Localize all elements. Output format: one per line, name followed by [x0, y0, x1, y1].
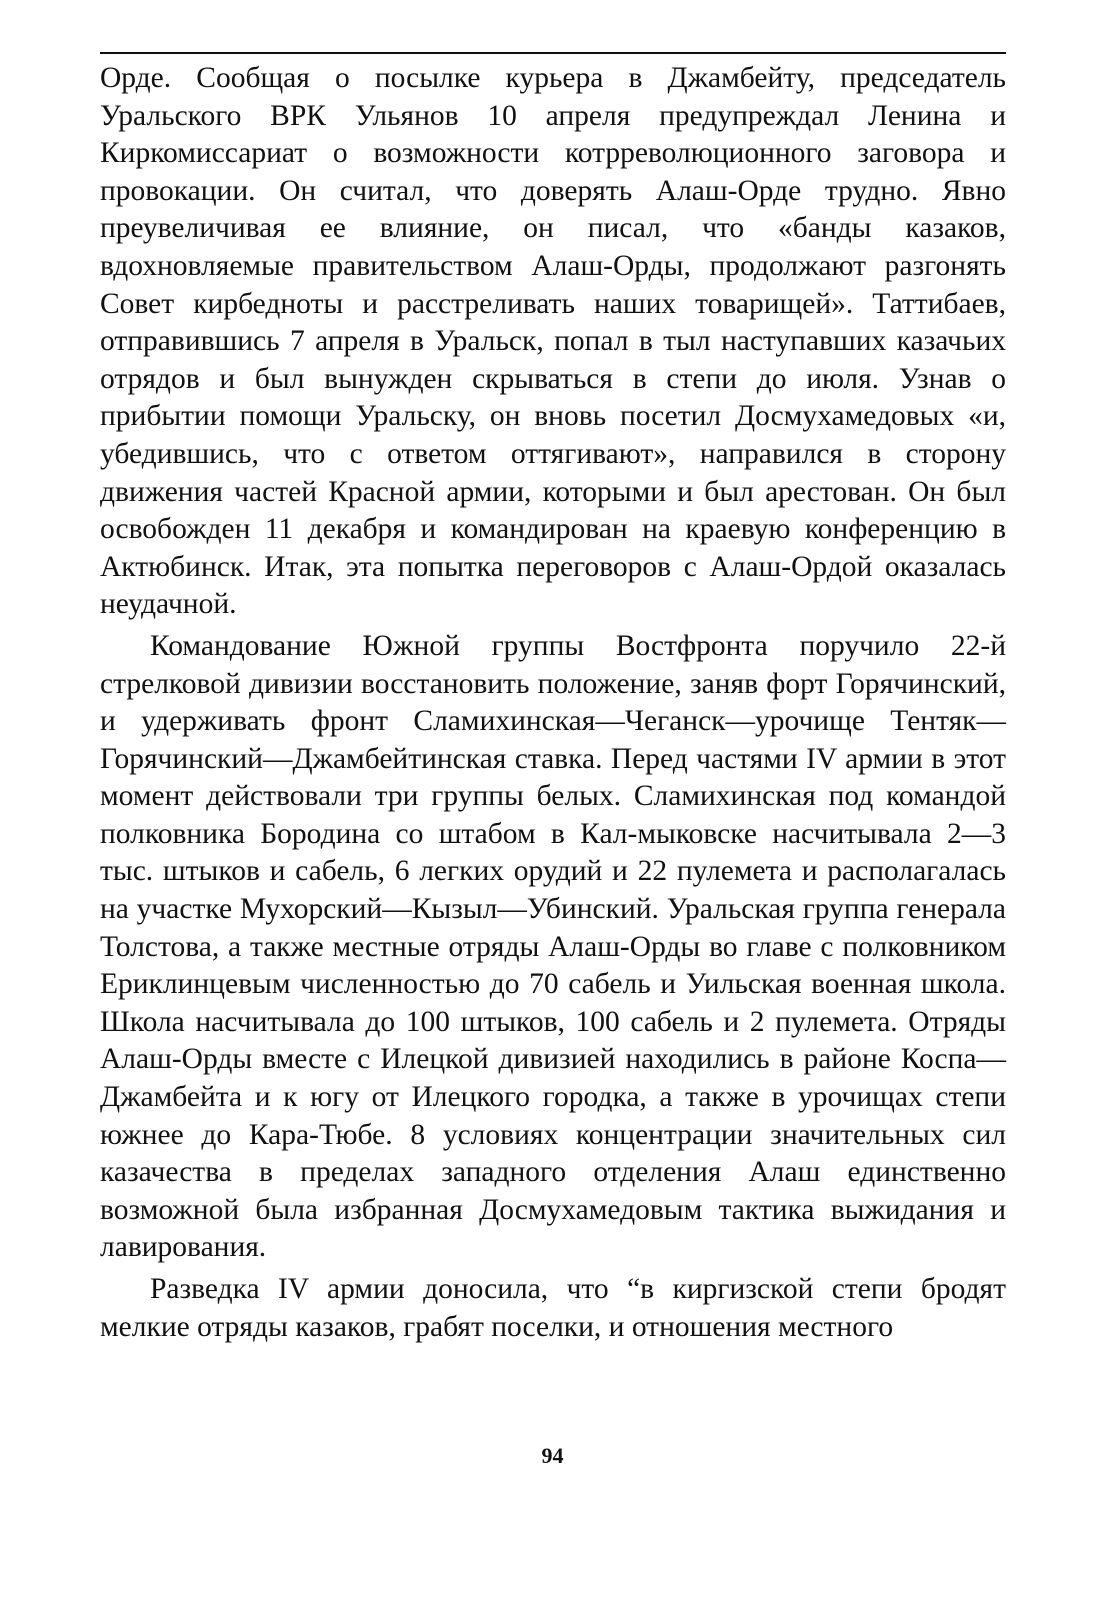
- header-rule: [100, 52, 1006, 54]
- paragraph-3: Разведка IV армии доносила, что “в киргизской степи бродят мелкие отряды казаков, грабят поселки, и отношения местного: [100, 1273, 1006, 1343]
- paragraph-2: Командование Южной группы Востфронта поручило 22-й стрелковой дивизии восстановить положение, заняв форт Горячинский, и удерживать фронт Сламихинская—Чеганск—урочище Тентяк—Горячинский—Джамбейтинская ставка. Перед частями IV армии в этот момент действовали три группы белых. Сламихинская под командой полковника Бородина со штабом в Кал-мыковске насчитывала 2—3 тыс. штыков и сабель, 6 легких орудий и 22 пулемета и располагалась на участке Мухорский—Кызыл—Убинский. Уральская группа генерала Толстова, а также местные отряды Алаш-Орды во главе с полковником Ериклинцевым численностью до 70 сабель и Уильская военная школа. Школа насчитывала до 100 штыков, 100 сабель и 2 пулемета. Отряды Алаш-Орды вместе с Илецкой дивизией находились в районе Коспа—Джамбейта и к югу от Илецкого городка, а также в урочищах степи южнее до Кара-Тюбе. 8 условиях концентрации значительных сил казачества в пределах западного отделения Алаш единственно возможной была избранная Досмухамедовым тактика выжидания и лавирования.: [100, 629, 1006, 1264]
- body-text: [100, 60, 1006, 1346]
- paragraph-1: Орде. Сообщая о посылке курьера в Джамбейту, председатель Уральского ВРК Ульянов 10 апреля предупреждал Ленина и Киркомиссариат о возможности котрреволюционного заговора и провокации. Он считал, что доверять Алаш-Орде трудно. Явно преувеличивая ее влияние, он писал, что «банды казаков, вдохновляемые правительством Алаш-Орды, продолжают разгонять Совет кирбедноты и расстреливать наших товарищей». Таттибаев, отправившись 7 апреля в Уральск, попал в тыл наступавших казачьих отрядов и был вынужден скрываться в степи до июля. Узнав о прибытии помощи Уральску, он вновь посетил Досмухамедовых «и, убедившись, что с ответом оттягивают», направился в сторону движения частей Красной армии, которыми и был арестован. Он был освобожден 11 декабря и командирован на краевую конференцию в Актюбинск. Итак, эта попытка переговоров с Алаш-Ордой оказалась неудачной.: [100, 62, 1006, 621]
- page-number: 94: [541, 1443, 564, 1468]
